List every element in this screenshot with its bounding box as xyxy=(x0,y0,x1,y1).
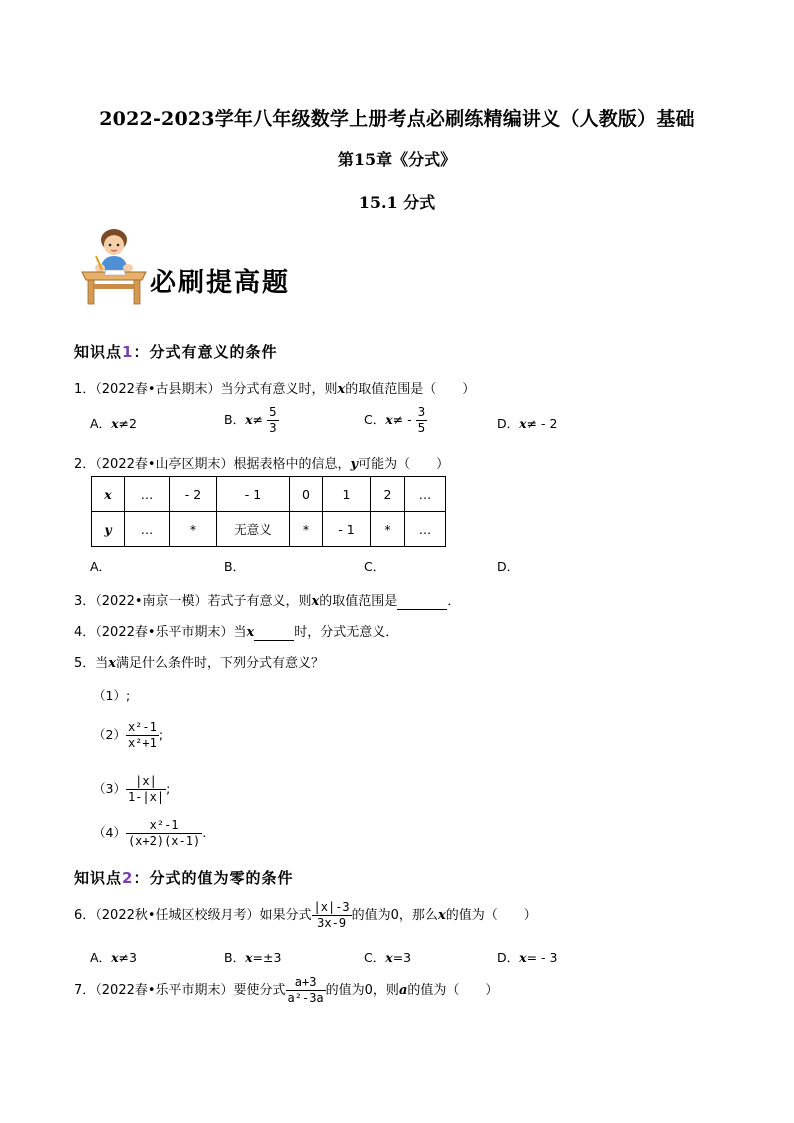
table-row-x xyxy=(92,477,446,512)
table-cell: x xyxy=(92,477,125,512)
section-title: 15.1 分式 xyxy=(358,193,436,212)
q6-option-c[interactable]: C．x=3 xyxy=(364,950,412,965)
table-cell: - 1 xyxy=(217,477,290,512)
q2-option-b[interactable]: B． xyxy=(224,559,246,574)
table-cell: … xyxy=(125,477,170,512)
question-6: 6．（2022秋•任城区校级月考）如果分式 $\frac{|x|-3}{3x-9}$ 的值为0，那么x的值为（ ） xyxy=(74,900,537,930)
question-4: 4．（2022春•乐平市期末）当x 时，分式无意义． xyxy=(74,625,399,640)
table-cell: * xyxy=(170,512,217,547)
table-cell: 0 xyxy=(290,477,323,512)
q1-option-c[interactable]: C．x≠ - $\frac{3}{5}$ xyxy=(364,405,426,435)
table-cell: 2 xyxy=(371,477,405,512)
q5-part-3-fraction: $\frac{|x|}{1-|x|}$ xyxy=(127,774,165,804)
table-cell: … xyxy=(405,512,446,547)
table-cell: 1 xyxy=(323,477,371,512)
question-1: 1．（2022春•古县期末）当分式有意义时，则x的取值范围是（ ） xyxy=(74,382,476,397)
q2-option-c[interactable]: C． xyxy=(364,559,386,574)
q5-part-4-fraction: $\frac{\text{x²-1}}{(x+2)(x-1)}$ xyxy=(127,818,201,848)
table-cell: … xyxy=(125,512,170,547)
table-row-y xyxy=(92,512,446,547)
q1-option-d[interactable]: D．x≠ - 2 xyxy=(497,416,558,431)
q6-fraction: $\frac{|x|-3}{3x-9}$ xyxy=(313,900,350,930)
q6-option-b[interactable]: B．x=±3 xyxy=(224,950,282,965)
q1-option-a[interactable]: A．x≠2 xyxy=(90,416,137,431)
chapter-title: 第15章《分式》 xyxy=(337,150,457,169)
q6-option-a[interactable]: A．x≠3 xyxy=(90,950,137,965)
q2-option-d[interactable]: D． xyxy=(497,559,520,574)
q5-part-4: （4） $\frac{\text{x²-1}}{(x+2)(x-1)}$ . xyxy=(93,818,207,848)
q3-answer-blank[interactable] xyxy=(397,594,447,610)
knowledge-point-2-heading: 知识点2：分式的值为零的条件 xyxy=(74,869,294,887)
q2-option-a[interactable]: A． xyxy=(90,559,112,574)
question-5: 5．当x满足什么条件时，下列分式有意义？ xyxy=(74,656,325,671)
q1-option-b-fraction: $\frac{5}{3}$ xyxy=(269,405,277,435)
question-7: 7．（2022春•乐平市期末）要使分式 $\frac{a+3}{\text{a²-3a}}$ 的值为0，则a的值为（ ） xyxy=(74,975,499,1005)
question-2: 2．（2022春•山亭区期末）根据表格中的信息，y可能为（ ） xyxy=(74,457,450,472)
document-title: 2022-2023学年八年级数学上册考点必刷练精编讲义（人教版）基础 xyxy=(99,108,695,130)
q7-fraction: $\frac{a+3}{\text{a²-3a}}$ xyxy=(287,975,324,1005)
student-at-desk-illustration xyxy=(78,226,150,308)
table-cell: … xyxy=(405,477,446,512)
q1-option-c-fraction: $\frac{3}{5}$ xyxy=(417,405,426,435)
q5-part-1: （1）; xyxy=(93,688,131,703)
q4-answer-blank[interactable] xyxy=(254,625,294,641)
table-cell: - 2 xyxy=(170,477,217,512)
q5-part-3: （3） $\frac{|x|}{1-|x|}$ ; xyxy=(93,774,171,804)
q6-option-d[interactable]: D．x= - 3 xyxy=(497,950,558,965)
table-cell: y xyxy=(92,512,125,547)
q5-part-2: （2） $\frac{\text{x²-1}}{\text{x²+1}}$ ; xyxy=(93,720,164,750)
knowledge-point-1-heading: 知识点1：分式有意义的条件 xyxy=(74,343,278,361)
banner-title: 必刷提高题 xyxy=(150,268,291,298)
table-cell: * xyxy=(371,512,405,547)
table-cell: 无意义 xyxy=(217,512,290,547)
table-cell: * xyxy=(290,512,323,547)
question-3: 3．（2022•南京一模）若式子有意义，则x的取值范围是 ． xyxy=(74,594,461,609)
q1-option-b[interactable]: B．x≠ $\frac{5}{3}$ xyxy=(224,405,277,435)
q2-value-table xyxy=(91,476,446,547)
q5-part-2-fraction: $\frac{\text{x²-1}}{\text{x²+1}}$ xyxy=(127,720,157,750)
table-cell: - 1 xyxy=(323,512,371,547)
